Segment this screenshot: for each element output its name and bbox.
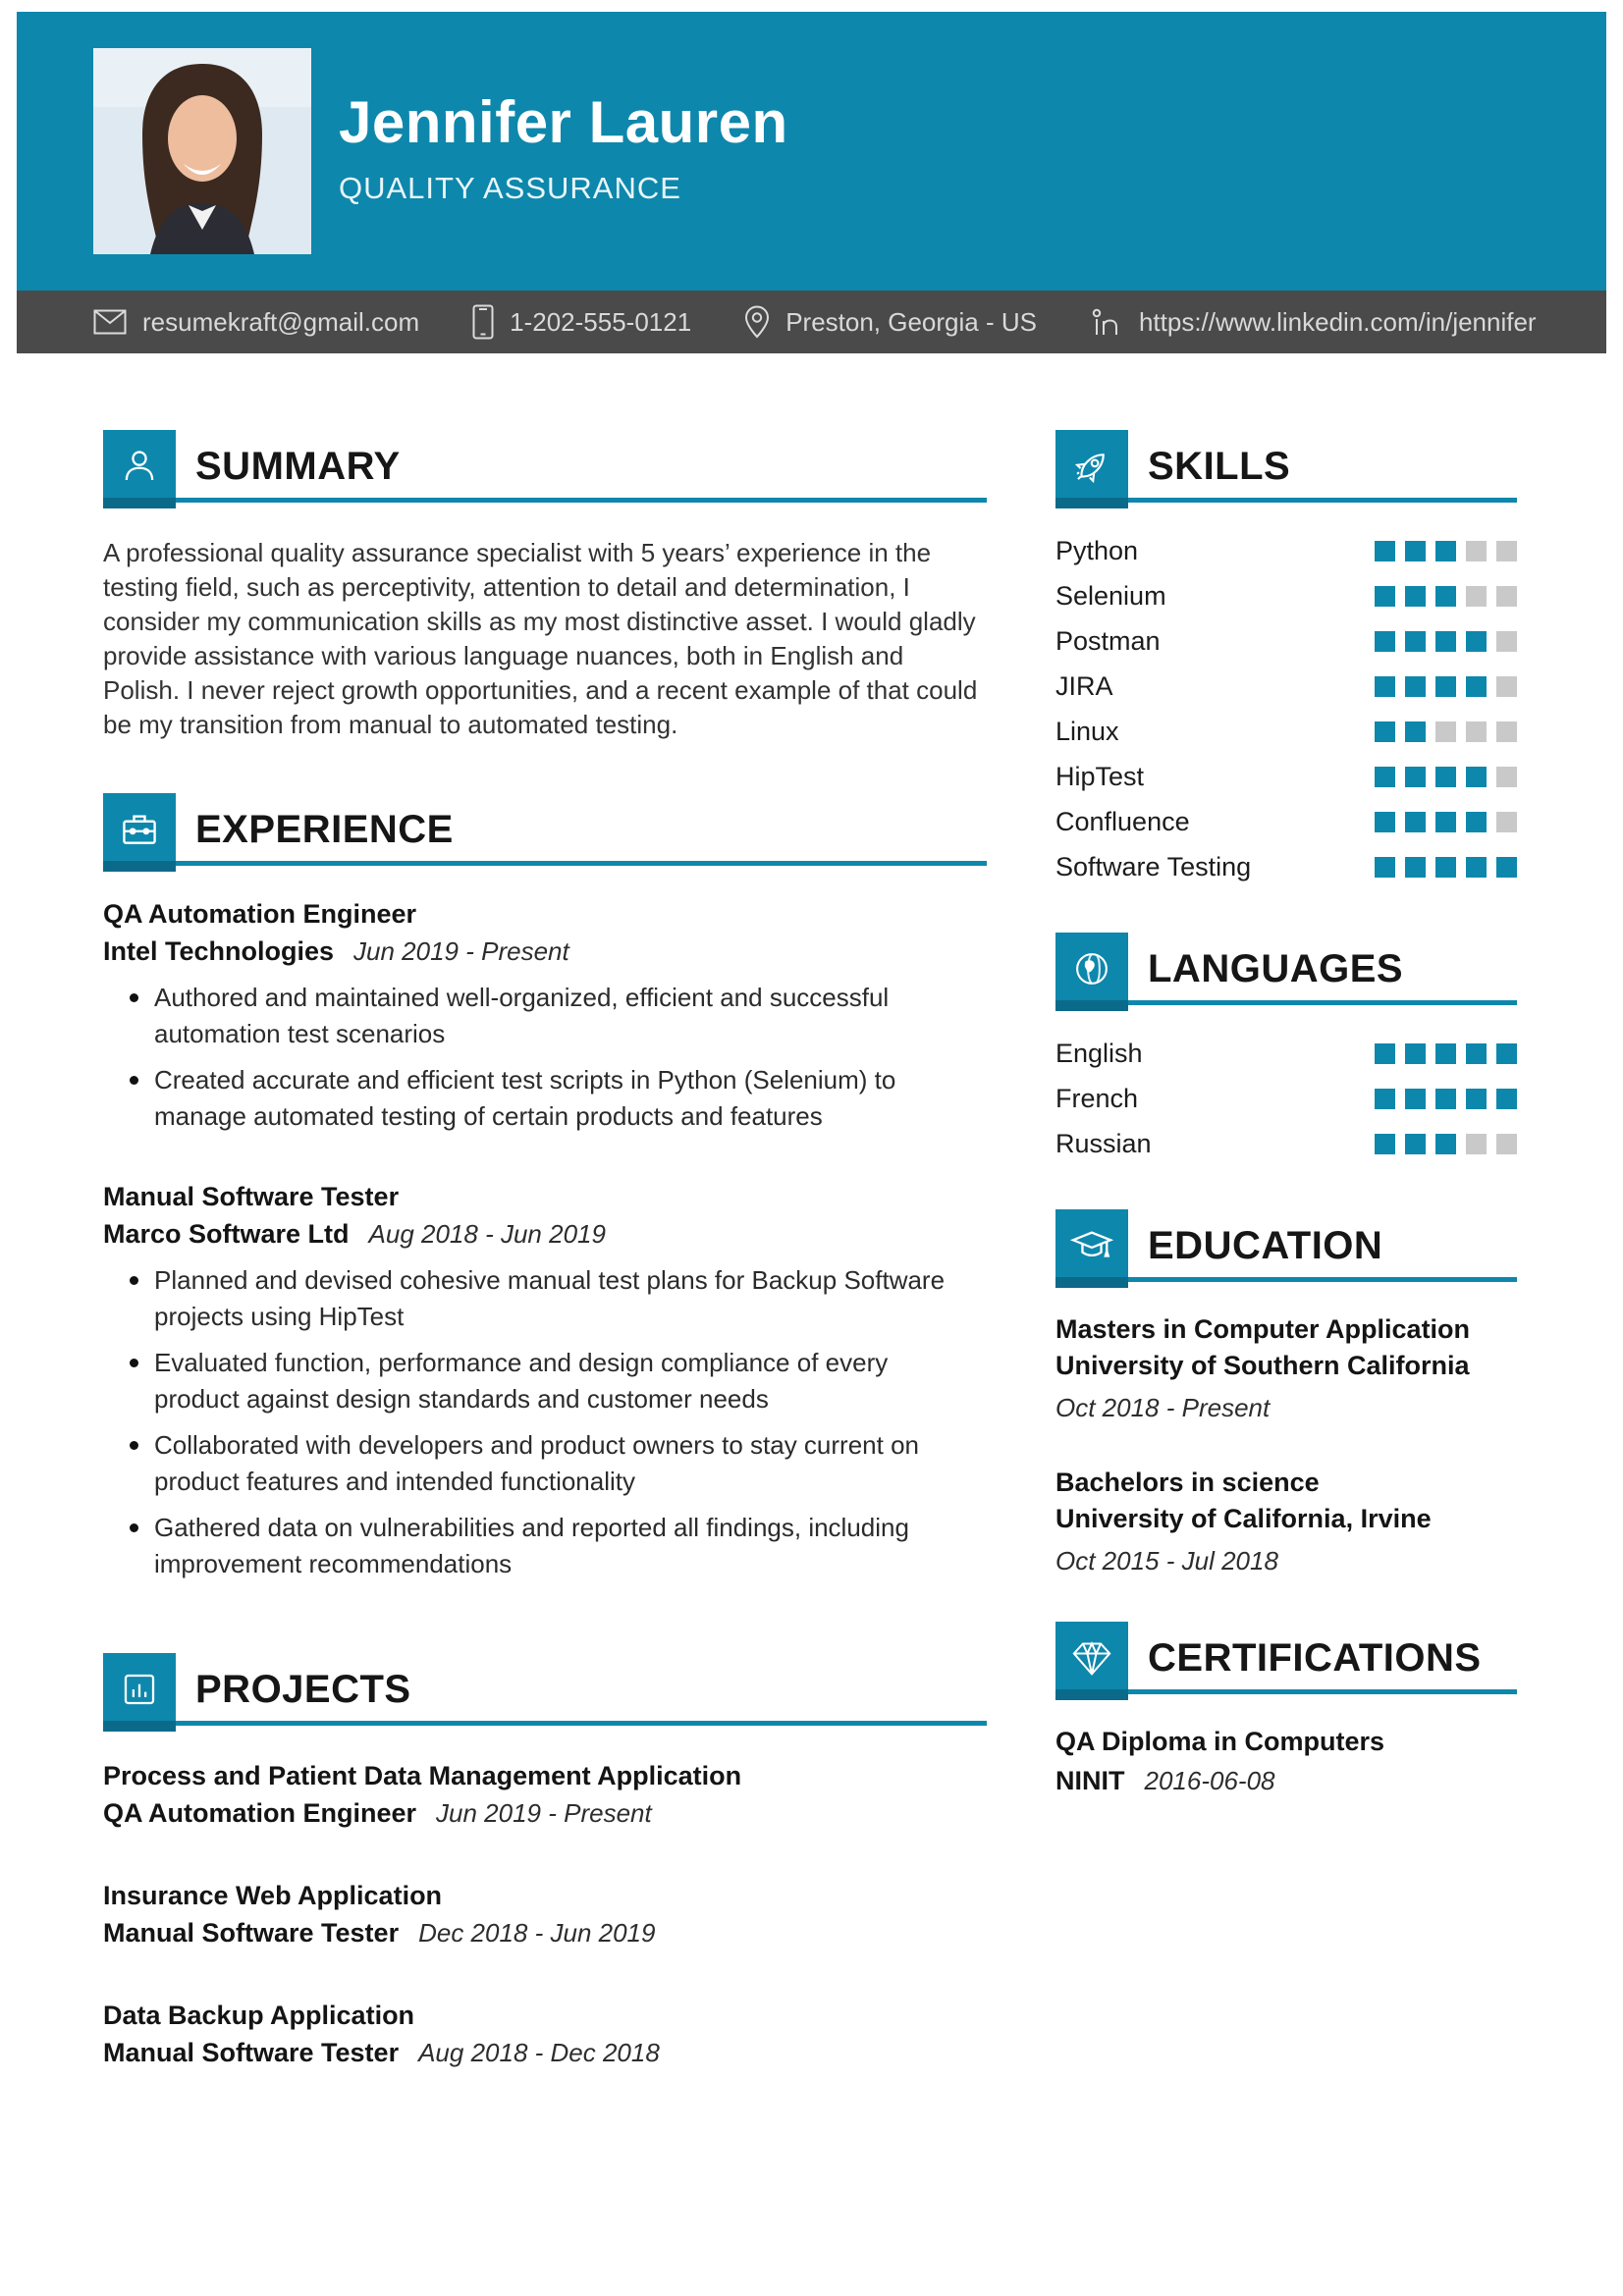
rating-square-empty	[1496, 586, 1517, 607]
rating-square-filled	[1466, 857, 1487, 878]
project-entry	[103, 1877, 987, 1951]
project-entry	[103, 1757, 987, 1832]
skill-row-rating	[1375, 721, 1517, 742]
education-entries	[1055, 1311, 1517, 1576]
bullet-item: Collaborated with developers and product owners to stay current on product features and intended functionality	[103, 1427, 967, 1500]
rating-square-filled	[1435, 1043, 1456, 1064]
certification-entries	[1055, 1722, 1517, 1800]
education-entry	[1055, 1311, 1517, 1423]
skill-row	[1055, 754, 1517, 799]
rating-square-filled	[1405, 857, 1426, 878]
education-degree: Bachelors in science	[1055, 1468, 1320, 1497]
job-title: Manual Software Tester	[103, 1182, 400, 1211]
certification-date: 2016-06-08	[1144, 1766, 1275, 1795]
rating-square-empty	[1496, 721, 1517, 742]
rating-square-filled	[1496, 1089, 1517, 1109]
skill-row	[1055, 618, 1517, 664]
education-degree: Masters in Computer Application	[1055, 1314, 1471, 1344]
contact-location-text: Preston, Georgia - US	[785, 306, 1037, 337]
profile-photo-image	[93, 48, 311, 254]
rating-square-filled	[1466, 767, 1487, 787]
rating-square-filled	[1435, 812, 1456, 832]
rating-square-empty	[1466, 721, 1487, 742]
rating-square-filled	[1405, 1043, 1426, 1064]
rating-square-filled	[1496, 1043, 1517, 1064]
skill-row-rating	[1375, 631, 1517, 652]
project-meta	[103, 1794, 987, 1832]
language-row-label: Russian	[1055, 1128, 1152, 1158]
bullet-item: Planned and devised cohesive manual test plans for Backup Software projects using HipTest	[103, 1262, 967, 1335]
job-bullets	[103, 980, 987, 1135]
skill-row-label: Python	[1055, 535, 1139, 565]
experience-title: EXPERIENCE	[195, 807, 454, 851]
rating-square-filled	[1435, 631, 1456, 652]
rating-square-filled	[1466, 1043, 1487, 1064]
rating-square-empty	[1466, 1134, 1487, 1154]
education-school: University of Southern California	[1055, 1351, 1470, 1380]
briefcase-icon	[103, 793, 176, 866]
certification-issuer: NINIT	[1055, 1766, 1125, 1795]
education-dates: Oct 2015 - Jul 2018	[1055, 1546, 1278, 1575]
rating-square-filled	[1375, 767, 1395, 787]
bullet-item: Evaluated function, performance and design compliance of every product against design standards and customer needs	[103, 1345, 967, 1417]
rating-square-filled	[1405, 631, 1426, 652]
project-name: Data Backup Application	[103, 2001, 415, 2030]
project-role: Manual Software Tester	[103, 1918, 400, 1948]
graduation-cap-icon	[1055, 1209, 1128, 1282]
project-role: QA Automation Engineer	[103, 1798, 417, 1828]
contact-email	[93, 307, 419, 338]
language-row-rating	[1375, 1043, 1517, 1064]
project-name: Insurance Web Application	[103, 1881, 443, 1910]
skill-row	[1055, 844, 1517, 889]
project-meta	[103, 2034, 987, 2071]
section-projects	[103, 1653, 987, 2071]
project-role: Manual Software Tester	[103, 2038, 400, 2067]
section-languages	[1055, 933, 1517, 1166]
skill-row	[1055, 799, 1517, 844]
skill-row	[1055, 528, 1517, 573]
summary-section-header	[103, 430, 987, 503]
resume-body	[0, 353, 1623, 2071]
rating-square-filled	[1466, 676, 1487, 697]
job-company: Intel Technologies	[103, 936, 335, 966]
rating-square-filled	[1375, 857, 1395, 878]
skill-row-rating	[1375, 586, 1517, 607]
job-entry	[103, 895, 987, 1135]
rating-square-filled	[1375, 631, 1395, 652]
rating-square-filled	[1405, 812, 1426, 832]
job-title: QA Automation Engineer	[103, 899, 417, 929]
project-dates: Jun 2019 - Present	[436, 1798, 652, 1828]
rating-square-filled	[1405, 721, 1426, 742]
rating-square-filled	[1435, 541, 1456, 561]
skill-row-label: HipTest	[1055, 761, 1145, 791]
skill-row-label: Selenium	[1055, 580, 1166, 611]
rating-square-filled	[1375, 1043, 1395, 1064]
rating-square-empty	[1496, 631, 1517, 652]
project-meta	[103, 1914, 987, 1951]
job-dates: Aug 2018 - Jun 2019	[368, 1219, 606, 1249]
rating-square-filled	[1435, 767, 1456, 787]
bullet-item: Authored and maintained well-organized, efficient and successful automation test scenarios	[103, 980, 967, 1052]
skill-row	[1055, 573, 1517, 618]
rating-square-empty	[1435, 721, 1456, 742]
rating-square-empty	[1496, 541, 1517, 561]
certification-name: QA Diploma in Computers	[1055, 1727, 1385, 1756]
skill-row-rating	[1375, 812, 1517, 832]
skill-row-rating	[1375, 767, 1517, 787]
project-entries	[103, 1757, 987, 2071]
project-dates: Dec 2018 - Jun 2019	[418, 1918, 656, 1948]
skill-row-label: Confluence	[1055, 806, 1190, 836]
project-name: Process and Patient Data Management Application	[103, 1761, 742, 1790]
certification-entry	[1055, 1722, 1517, 1800]
contact-phone	[472, 304, 691, 340]
rating-square-filled	[1375, 586, 1395, 607]
rating-square-empty	[1496, 812, 1517, 832]
job-company: Marco Software Ltd	[103, 1219, 350, 1249]
language-row	[1055, 1031, 1517, 1076]
rating-square-filled	[1435, 857, 1456, 878]
summary-title: SUMMARY	[195, 444, 401, 488]
rating-square-empty	[1496, 676, 1517, 697]
rating-square-filled	[1466, 1089, 1487, 1109]
skill-row-rating	[1375, 676, 1517, 697]
skill-row-label: Postman	[1055, 625, 1161, 656]
job-meta	[103, 1215, 987, 1253]
language-row	[1055, 1076, 1517, 1121]
experience-entries	[103, 895, 987, 1582]
skill-row-rating	[1375, 541, 1517, 561]
section-certifications	[1055, 1622, 1517, 1800]
rating-square-filled	[1405, 1134, 1426, 1154]
language-row-rating	[1375, 1134, 1517, 1154]
skill-row-label: Linux	[1055, 716, 1119, 746]
contact-email-text[interactable]: resumekraft@gmail.com	[142, 306, 420, 337]
rating-square-filled	[1375, 1134, 1395, 1154]
job-entry	[103, 1178, 987, 1582]
linkedin-icon	[1090, 305, 1123, 339]
skills-title: SKILLS	[1148, 444, 1291, 488]
rating-square-filled	[1435, 586, 1456, 607]
contact-bar	[17, 291, 1606, 353]
rating-square-empty	[1466, 586, 1487, 607]
contact-linkedin	[1090, 305, 1537, 339]
person-icon	[103, 430, 176, 503]
section-skills	[1055, 430, 1517, 889]
identity-block	[339, 90, 788, 212]
languages-section-header	[1055, 933, 1517, 1005]
language-row-label: English	[1055, 1038, 1143, 1068]
rating-square-filled	[1405, 676, 1426, 697]
certifications-section-header	[1055, 1622, 1517, 1694]
profile-photo	[93, 48, 311, 254]
mobile-phone-icon	[472, 304, 494, 340]
bar-chart-icon	[103, 1653, 176, 1726]
rating-square-filled	[1405, 541, 1426, 561]
summary-text: A professional quality assurance specialist with 5 years’ experience in the testing field, such as perceptivity, attention to detail and determination, I consider my communication skills as my most distinctive asset. I would gladly provide assistance with various language nuances, both in English and Polish. I never reject growth opportunities, and a recent example of that could be my transition from manual to automated testing.	[103, 538, 978, 739]
left-column	[103, 430, 987, 2071]
projects-title: PROJECTS	[195, 1667, 411, 1711]
header-banner	[17, 12, 1606, 291]
skill-row-label: JIRA	[1055, 670, 1113, 701]
skill-row	[1055, 709, 1517, 754]
envelope-icon	[93, 309, 127, 335]
globe-icon	[1055, 933, 1128, 1005]
project-entry	[103, 1997, 987, 2071]
job-dates: Jun 2019 - Present	[353, 936, 569, 966]
skill-row	[1055, 664, 1517, 709]
rating-square-filled	[1466, 812, 1487, 832]
rating-square-filled	[1405, 586, 1426, 607]
education-title: EDUCATION	[1148, 1223, 1383, 1267]
rating-square-filled	[1375, 541, 1395, 561]
rocket-icon	[1055, 430, 1128, 503]
contact-location	[744, 305, 1037, 339]
bullet-item: Gathered data on vulnerabilities and reported all findings, including improvement recommendations	[103, 1510, 967, 1582]
rating-square-filled	[1405, 1089, 1426, 1109]
section-education	[1055, 1209, 1517, 1576]
education-school: University of California, Irvine	[1055, 1504, 1432, 1533]
education-section-header	[1055, 1209, 1517, 1282]
education-dates: Oct 2018 - Present	[1055, 1393, 1271, 1422]
rating-square-filled	[1375, 676, 1395, 697]
skills-section-header	[1055, 430, 1517, 503]
rating-square-filled	[1375, 1089, 1395, 1109]
contact-linkedin-text[interactable]: https://www.linkedin.com/in/jennifer	[1138, 306, 1537, 337]
rating-square-filled	[1435, 676, 1456, 697]
project-dates: Aug 2018 - Dec 2018	[418, 2038, 660, 2067]
rating-square-filled	[1435, 1089, 1456, 1109]
person-name: Jennifer Lauren	[339, 89, 788, 155]
experience-section-header	[103, 793, 987, 866]
rating-square-filled	[1496, 857, 1517, 878]
education-entry	[1055, 1465, 1517, 1576]
skill-row-label: Software Testing	[1055, 851, 1252, 881]
location-pin-icon	[744, 305, 770, 339]
projects-section-header	[103, 1653, 987, 1726]
section-summary	[103, 430, 987, 742]
rating-square-filled	[1405, 767, 1426, 787]
certifications-title: CERTIFICATIONS	[1148, 1635, 1482, 1680]
rating-square-empty	[1496, 767, 1517, 787]
job-meta	[103, 933, 987, 970]
diamond-icon	[1055, 1622, 1128, 1694]
language-list	[1055, 1031, 1517, 1166]
language-row	[1055, 1121, 1517, 1166]
bullet-item: Created accurate and efficient test scripts in Python (Selenium) to manage automated testing of certain products and features	[103, 1062, 967, 1135]
right-column	[1055, 430, 1517, 2071]
certification-meta	[1055, 1761, 1517, 1800]
language-row-rating	[1375, 1089, 1517, 1109]
rating-square-filled	[1375, 812, 1395, 832]
person-role: QUALITY ASSURANCE	[339, 171, 681, 205]
contact-phone-text: 1-202-555-0121	[510, 306, 692, 337]
languages-title: LANGUAGES	[1148, 946, 1404, 990]
language-row-label: French	[1055, 1083, 1139, 1113]
job-bullets	[103, 1262, 987, 1582]
skill-list	[1055, 528, 1517, 889]
skill-row-rating	[1375, 857, 1517, 878]
rating-square-empty	[1496, 1134, 1517, 1154]
rating-square-filled	[1375, 721, 1395, 742]
rating-square-empty	[1466, 541, 1487, 561]
rating-square-filled	[1466, 631, 1487, 652]
rating-square-filled	[1435, 1134, 1456, 1154]
section-experience	[103, 793, 987, 1582]
